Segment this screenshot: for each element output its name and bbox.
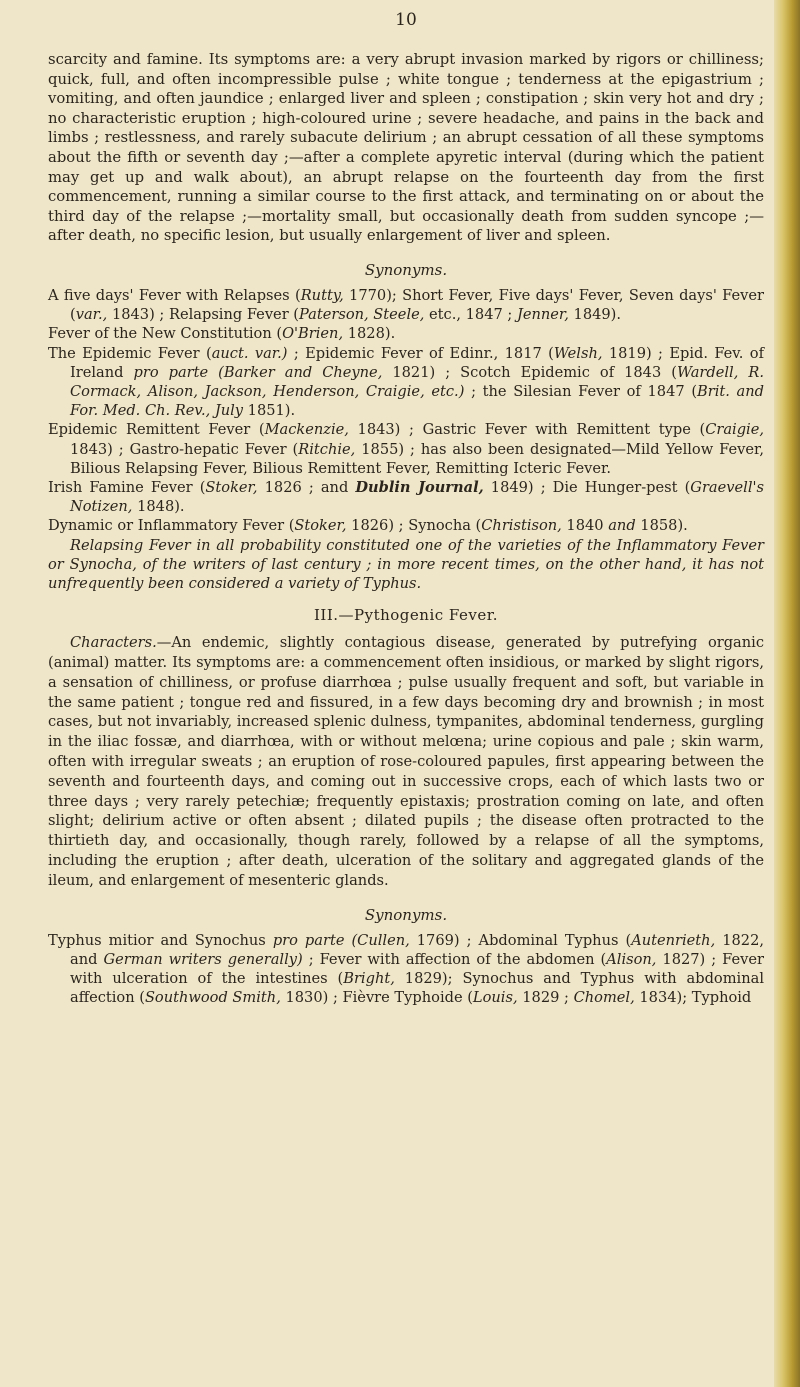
synonym-entry-4: Epidemic Remittent Fever (Mackenzie, 1843) ; Gastric Fever with Remittent type (Craigie, 1843) ; Gastro-hepatic Fever (Ritchie, 1855) ; has also been designated—Mild Yellow Fever, Bilious Relapsing Fever, Bilious Remittent Fever, Remitting Icteric Fever. — [48, 421, 764, 477]
synonym-entry-2: Fever of the New Constitution (O'Brien, 1828). — [48, 325, 396, 343]
page-number: 10 — [395, 10, 417, 30]
section-heading-pythogenic-fever: III.—Pythogenic Fever. — [313, 606, 499, 625]
synonym-entry-typhoid: Typhus mitior and Synochus pro parte (Cullen, 1769) ; Abdominal Typhus (Autenrieth, 1822, and German writers generally) ; Fever with affection of the abdomen (Alison, 1827) ; Fever with ulceration of the intestines (Bright, 1829); Synochus and Typhus with abdominal affection (Southwood Smith, 1830) ; Fièvre Typhoide (Louis, 1829 ; Chomel, 1834); Typhoid — [48, 931, 765, 1007]
book-page — [48, 0, 764, 1387]
synonyms-heading-2: Synonyms. — [364, 905, 448, 924]
characters-label: Characters. — [70, 634, 157, 652]
synonym-entry-5: Irish Famine Fever (Stoker, 1826 ; and Dublin Journal, 1849) ; Die Hunger-pest (Graevell's Notizen, 1848). — [48, 478, 764, 516]
characters-paragraph — [48, 633, 764, 890]
lead-paragraph: scarcity and famine. Its symptoms are: a very abrupt invasion marked by rigors or chilliness; quick, full, and often incompressible pulse ; white tongue ; tenderness at the epigastrium ; vomiting, and often jaundice ; enlarged liver and spleen ; constipation ; skin very hot and dry ; no characteristic eruption ; high-coloured urine ; severe headache, and pains in the back and limbs ; restlessness, and rarely subacute delirium ; an abrupt cessation of all these symptoms about the fifth or seventh day ;—after a complete apyretic interval (during which the patient may get up and walk about), an abrupt relapse on the fourteenth day from the first commencement, running a similar course to the first attack, and terminating on or about the third day of the relapse ;—mortality small, but occasionally death from sudden syncope ;—after death, no specific lesion, but usually enlargement of liver and spleen. — [48, 51, 764, 245]
synonym-entry-6: Dynamic or Inflammatory Fever (Stoker, 1826) ; Synocha (Christison, 1840 and 1858). — [48, 517, 688, 535]
synonym-entry-3: The Epidemic Fever (auct. var.) ; Epidemic Fever of Edinr., 1817 (Welsh, 1819) ; Epid. Fev. of Ireland pro parte (Barker and Cheyne, 1821) ; Scotch Epidemic of 1843 (Wardell, R. Cormack, Alison, Jackson, Henderson, Craigie, etc.) ; the Silesian Fever of 1847 (Brit. and For. Med. Ch. Rev., July 1851). — [48, 344, 765, 420]
synonyms-heading-1: Synonyms. — [364, 260, 448, 279]
characters-text: —An endemic, slightly contagious disease, generated by putrefying organic (animal) matter. Its symptoms are: a commencement often insidious, or marked by slight rigors, a sensation of chilliness, or profuse diarrhœa ; pulse usually frequent and soft, but variable in the same patient ; tongue red and fissured, in a few days becoming dry and brownish ; in most cases, but not invariably, increased splenic dulness, tympanites, abdominal tenderness, gurgling in the iliac fossæ, and diarrhœa, with or without melœna; urine copious and pale ; skin warm, often with irregular sweats ; an eruption of rose-coloured papules, first appearing between the seventh and fourteenth days, and coming out in successive crops, each of which lasts two or three days ; very rarely petechiæ; frequently epistaxis; prostration coming on late, and often slight; delirium active or often absent ; dilated pupils ; the disease often protracted to the thirtieth day, and occasionally, though rarely, followed by a relapse of all the symptoms, including the eruption ; after death, ulceration of the solitary and aggregated glands of the ileum, and enlargement of mesenteric glands. — [48, 634, 764, 889]
page-body — [48, 50, 764, 1007]
relapsing-fever-description — [48, 50, 764, 246]
synonym-entry-1: A five days' Fever with Relapses (Rutty, 1770); Short Fever, Five days' Fever, Seven days' Fever (var., 1843) ; Relapsing Fever (Paterson, Steele, etc., 1847 ; Jenner, 1849). — [48, 286, 764, 324]
page-edge-shadow — [774, 0, 800, 1387]
relapsing-fever-note: Relapsing Fever in all probability constituted one of the varieties of the Inflammatory Fever or Synocha, of the writers of last century ; in more recent times, on the other hand, it has not unfrequently been considered a variety of Typhus. — [48, 536, 764, 592]
